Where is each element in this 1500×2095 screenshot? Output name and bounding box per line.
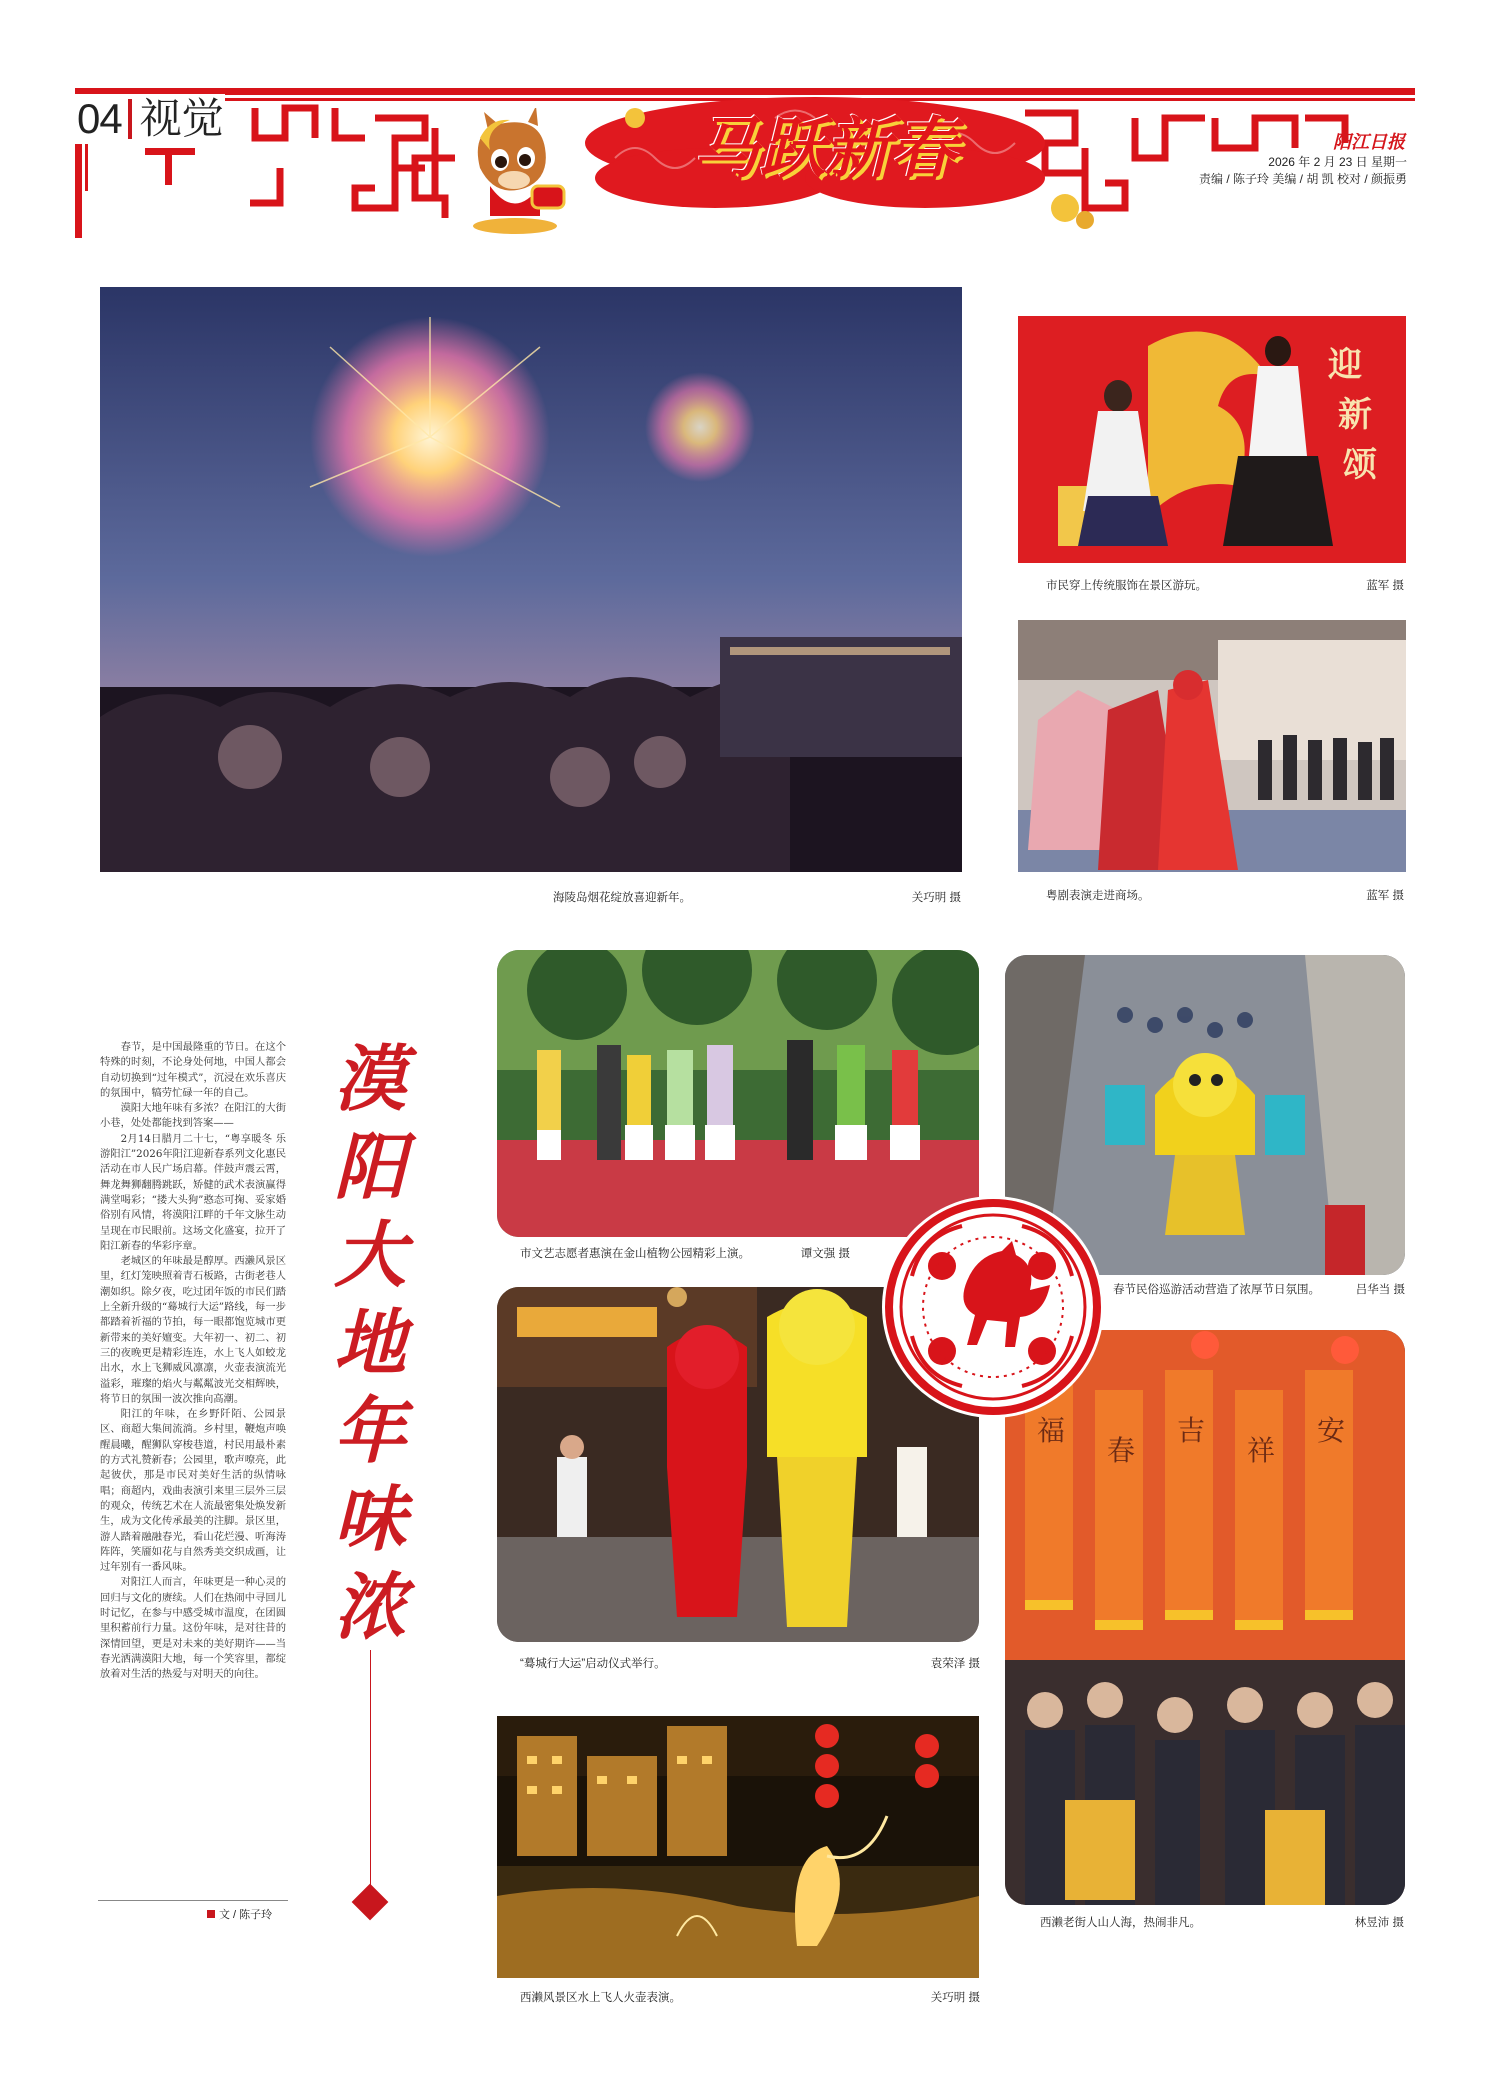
caption-text: “蓦城行大运”启动仪式举行。 (520, 1658, 666, 1670)
issue-info (1199, 154, 1407, 188)
article-paragraph: 阳江的年味，在乡野阡陌、公园景区、商超大集间流淌。乡村里，鞭炮声唤醒晨曦，醒狮队穿梭巷道，村民用最朴素的方式礼赞新春；公园里，歌声嘹亮，此起彼伏，那是市民对美好生活的纵情咏唱；商超内，戏曲表演引来里三层外三层的观众，传统艺术在人流最密集处焕发新生，成为文化传承最美的注脚。景区里，游人踏着融融春光，看山花烂漫、听海涛阵阵，笑靥如花与自然秀美交织成画，让过年别有一番风味。 (100, 1408, 286, 1574)
headline-char: 年 (333, 1388, 406, 1473)
caption-text: 市民穿上传统服饰在景区游玩。 (1046, 580, 1207, 592)
headline-char: 浓 (333, 1564, 406, 1649)
caption-opera (1046, 887, 1404, 903)
article-paragraph: 漠阳大地年味有多浓？在阳江的大街小巷，处处都能找到答案—— (100, 1102, 286, 1130)
caption-text: 市文艺志愿者惠演在金山植物公园精彩上演。 (520, 1248, 750, 1260)
caption-text: 粤剧表演走进商场。 (1046, 890, 1150, 902)
headline (322, 1035, 418, 1651)
caption-lion-dance (520, 1655, 980, 1671)
banner-title: 马跃新春 (693, 109, 957, 187)
headline-char: 漠 (333, 1036, 406, 1121)
caption-text: 西濑老街人山人海，热闹非凡。 (1040, 1917, 1201, 1929)
caption-fire-show (520, 1989, 980, 2005)
concert-image (497, 950, 979, 1237)
headline-char: 地 (333, 1300, 406, 1385)
diamond-ornament-icon (352, 1884, 389, 1921)
photo-credit: 袁荣泽 摄 (930, 1658, 980, 1670)
masthead (75, 88, 1415, 238)
headline-char: 味 (333, 1476, 406, 1561)
issue-date: 2026 年 2 月 23 日 星期一 (1268, 155, 1407, 169)
photo-credit: 关巧明 摄 (930, 1992, 980, 2004)
photo-credit: 吕华当 摄 (1355, 1284, 1405, 1296)
headline-char: 阳 (333, 1124, 406, 1209)
svg-text:新: 新 (1338, 395, 1372, 435)
svg-text:春: 春 (1107, 1434, 1136, 1467)
horse-mascot-icon (450, 108, 580, 238)
photo-credit: 蓝军 摄 (1366, 580, 1404, 592)
caption-concert (520, 1245, 850, 1261)
hanfu-image (1018, 316, 1406, 563)
photo-hanfu[interactable] (1018, 316, 1406, 563)
caption-text: 春节民俗巡游活动营造了浓厚节日氛围。 (1113, 1284, 1320, 1296)
headline-char: 大 (333, 1212, 406, 1297)
article-paragraph: 对阳江人而言，年味更是一种心灵的回归与文化的赓续。人们在热闹中寻回儿时记忆，在参与中感受城市温度，在团圆里积蓄前行力量。这份年味，是对往昔的深情回望，更是对未来的美好期许——当春光洒满漠阳大地，每一个笑容里，都绽放着对生活的热爱与对明天的向往。 (100, 1576, 286, 1681)
byline (207, 1906, 272, 1922)
fire-show-image (497, 1716, 979, 1978)
article-paragraph: 春节，是中国最隆重的节日。在这个特殊的时刻，不论身处何地，中国人都会自动切换到“过年模式”，沉浸在欢乐喜庆的氛围中，犒劳忙碌一年的自己。 (100, 1041, 286, 1099)
photo-credit: 关巧明 摄 (911, 892, 961, 904)
papercut-horse-seal (882, 1196, 1104, 1418)
section-name: 视觉 (139, 95, 224, 142)
page-number-divider (128, 99, 132, 139)
editor-credits: 责编 / 陈子玲 美编 / 胡 凯 校对 / 颜振勇 (1198, 172, 1407, 186)
svg-text:祥: 祥 (1247, 1434, 1276, 1467)
photo-concert[interactable] (497, 950, 979, 1237)
headline-rule (370, 1650, 371, 1888)
photo-fireworks[interactable] (100, 287, 962, 872)
caption-text: 西濑风景区水上飞人火壶表演。 (520, 1992, 681, 2004)
photo-credit: 蓝军 摄 (1366, 890, 1404, 902)
caption-fireworks (553, 889, 961, 905)
fireworks-image (100, 287, 962, 872)
photo-credit: 林昱沛 摄 (1354, 1917, 1404, 1929)
feature-article (100, 1040, 286, 1930)
photo-fire-show[interactable] (497, 1716, 979, 1978)
article-divider (98, 1900, 288, 1901)
opera-image (1018, 620, 1406, 872)
byline-square-icon (207, 1910, 215, 1918)
svg-text:颂: 颂 (1343, 445, 1377, 485)
caption-text: 海陵岛烟花绽放喜迎新年。 (553, 892, 691, 904)
svg-text:安: 安 (1317, 1414, 1346, 1447)
caption-parade (1113, 1281, 1405, 1297)
article-paragraph: 2月14日腊月二十七，“粤享暖冬 乐游阳江”2026年阳江迎新春系列文化惠民活动在市人民广场启幕。伴鼓声震云霄，舞龙舞狮翻腾跳跃，矫健的武术表演赢得满堂喝彩；“搂大头狗”憨态可掬、妥家婚俗别有风情，将漠阳江畔的千年文脉生动呈现在市民眼前。这场文化盛宴，拉开了阳江新春的华彩序章。 (100, 1132, 286, 1252)
caption-lantern-street (1040, 1914, 1404, 1930)
paper-name: 阳江日报 (1333, 132, 1405, 153)
svg-text:福: 福 (1037, 1414, 1066, 1447)
photo-opera[interactable] (1018, 620, 1406, 872)
page-number-value: 04 (77, 95, 122, 142)
caption-hanfu (1046, 577, 1404, 593)
photo-credit: 谭文强 摄 (800, 1248, 850, 1260)
byline-text: 文 / 陈子玲 (219, 1909, 273, 1921)
svg-text:迎: 迎 (1328, 345, 1362, 385)
article-paragraph: 老城区的年味最是醇厚。西濑风景区里，红灯笼映照着青石板路，古街老巷人潮如织。除夕夜，吃过团年饭的市民们踏上全新升级的“蓦城行大运”路线，每一步都踏着祈福的节拍，每一眼都饱览城市更新带来的美好嬗变。大年初一、初二、初三的夜晚更是精彩连连，水上飞人如蛟龙出水，水上飞狮威风凛凛，火壶表演流光溢彩，璀璨的焰火与粼粼波光交相辉映，将节日的氛围一波次推向高潮。 (100, 1255, 286, 1405)
page-number (75, 94, 225, 144)
svg-text:吉: 吉 (1177, 1414, 1206, 1447)
horse-papercut-icon (882, 1196, 1104, 1418)
